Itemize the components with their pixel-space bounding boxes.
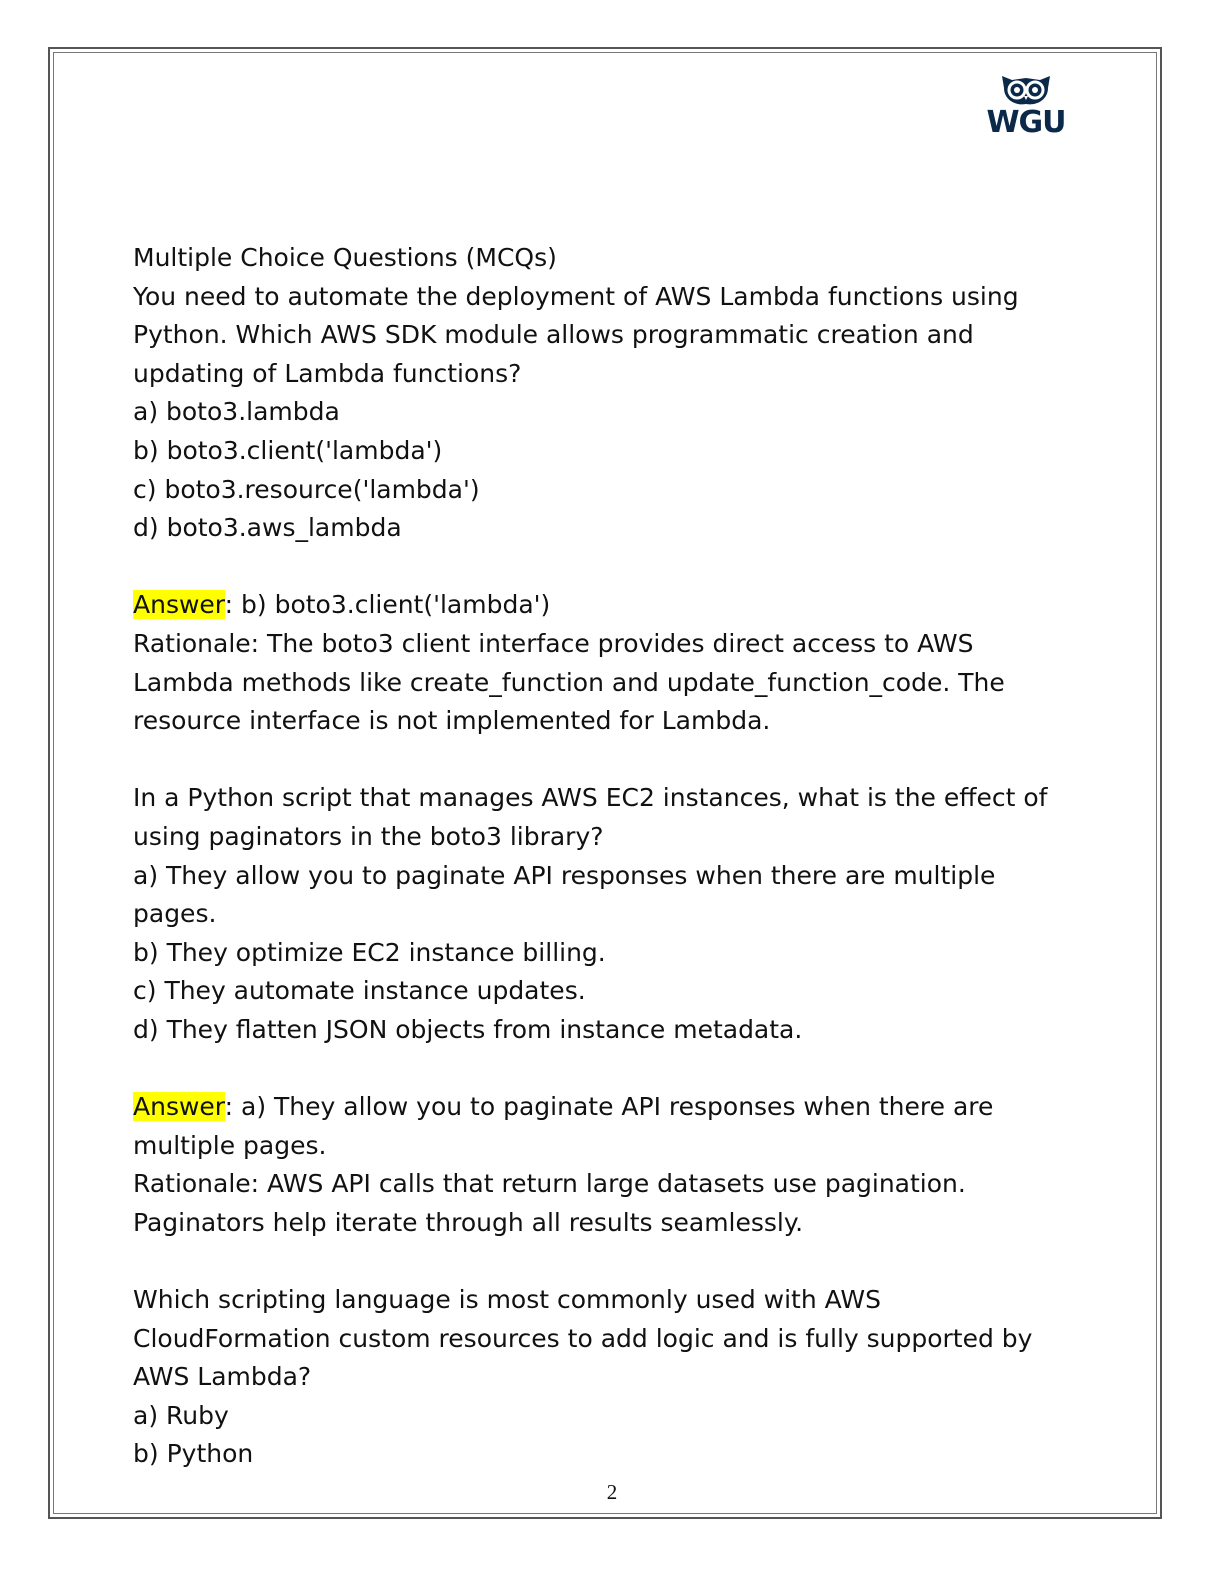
spacer bbox=[133, 1242, 1093, 1281]
q1-rationale-line: Rationale: The boto3 client interface provides direct access to AWS bbox=[133, 628, 974, 658]
q3-option-a: a) Ruby bbox=[133, 1400, 229, 1430]
q1-rationale-line: resource interface is not implemented for Lambda. bbox=[133, 706, 771, 736]
logo-text: WGU bbox=[986, 105, 1066, 140]
answer-highlight-label: Answer bbox=[133, 590, 225, 620]
q3-question-line: AWS Lambda? bbox=[133, 1362, 312, 1392]
q2-option-d: d) They flatten JSON objects from instance metadata. bbox=[133, 1014, 803, 1044]
q1-question-line: You need to automate the deployment of AWS Lambda functions using bbox=[133, 281, 1019, 311]
q2-option-b: b) They optimize EC2 instance billing. bbox=[133, 937, 606, 967]
q2-answer-text: : a) They allow you to paginate API responses when there are bbox=[224, 1092, 994, 1122]
owl-icon bbox=[978, 70, 1074, 110]
q2-rationale-line: Rationale: AWS API calls that return large datasets use pagination. bbox=[133, 1169, 966, 1199]
q2-rationale-line: Paginators help iterate through all results seamlessly. bbox=[133, 1207, 804, 1237]
q3-question-line: Which scripting language is most commonly used with AWS bbox=[133, 1285, 881, 1315]
q1-answer bbox=[133, 586, 1093, 625]
q3-question-line: CloudFormation custom resources to add logic and is fully supported by bbox=[133, 1323, 1033, 1353]
q2-answer-cont: multiple pages. bbox=[133, 1130, 327, 1160]
q1-question-line: updating of Lambda functions? bbox=[133, 358, 522, 388]
q2-option-c: c) They automate instance updates. bbox=[133, 976, 586, 1006]
q2-option-a-cont: pages. bbox=[133, 899, 217, 929]
q2-answer bbox=[133, 1088, 1093, 1127]
q2-question-line: using paginators in the boto3 library? bbox=[133, 821, 604, 851]
answer-highlight-label: Answer bbox=[133, 1092, 225, 1122]
q3-option-b: b) Python bbox=[133, 1439, 254, 1469]
q1-answer-text: : b) boto3.client('lambda') bbox=[224, 590, 551, 620]
q1-option-c: c) boto3.resource('lambda') bbox=[133, 474, 480, 504]
q1-option-a: a) boto3.lambda bbox=[133, 397, 340, 427]
q1-option-b: b) boto3.client('lambda') bbox=[133, 435, 443, 465]
q1-rationale-line: Lambda methods like create_function and update_function_code. The bbox=[133, 667, 1005, 697]
page-number: 2 bbox=[606, 1480, 618, 1504]
q2-option-a: a) They allow you to paginate API responses when there are multiple bbox=[133, 860, 996, 890]
wgu-logo bbox=[978, 70, 1074, 142]
section-heading: Multiple Choice Questions (MCQs) bbox=[133, 243, 557, 272]
spacer bbox=[133, 1049, 1093, 1088]
q2-question-line: In a Python script that manages AWS EC2 instances, what is the effect of bbox=[133, 783, 1048, 813]
q1-option-d: d) boto3.aws_lambda bbox=[133, 513, 402, 543]
spacer bbox=[133, 741, 1093, 780]
spacer bbox=[133, 548, 1093, 587]
q1-question-line: Python. Which AWS SDK module allows programmatic creation and bbox=[133, 320, 974, 350]
document-body bbox=[133, 239, 1093, 1474]
